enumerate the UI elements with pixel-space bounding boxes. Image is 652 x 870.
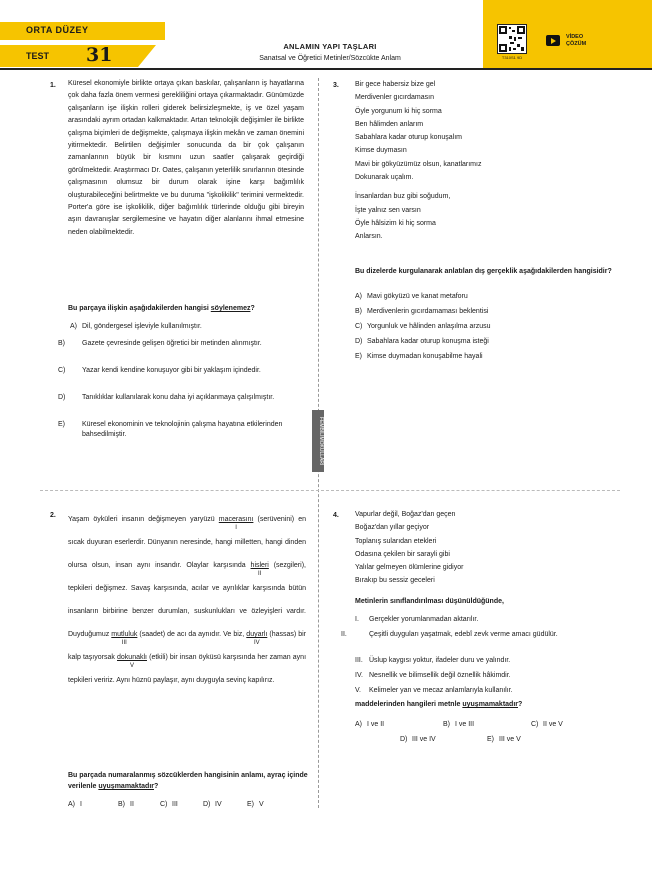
q3-line: Kimse duymasın xyxy=(355,147,407,155)
q3-option-a[interactable] xyxy=(355,292,468,302)
page-title: ANLAMIN YAPI TAŞLARI xyxy=(283,42,377,51)
q3-line: Öyle hâlsizim ki hiç sorma xyxy=(355,219,436,227)
q1-option-b[interactable] xyxy=(58,339,318,349)
q4-option-b[interactable] xyxy=(443,720,474,730)
q1-passage: Küresel ekonomiyle birlikte ortaya çıkan baskılar, çalışanların iş hayatlarına çok daha fazla önem vermesi gerekliliğini ortaya çıkarmaktadır. Günümüzde çalışanların işe ilişkin rolleri giderek belirsizleşmekte, iş ve özel yaşam arasındaki ayrım ortadan kalkmaktadır. Artan teknolojik değişimler ile birlikte çalışma biçimleri de değişmekte, çalışmaya ilişkin mekân ve zaman önemini yitirmektedir. Belirtilen değişimler sonucunda da bir çok çalışanın zamanlarının büyük bir kısmını uzun saatler çalışarak geçirdiği görülmektedir. Araştırmacı Dr. Oates, çalışanın yeterlilik sınırlarının ötesinde çalışmasının olumsuz bir durum olarak işine karşı bağımlılık oluşturabileceğini belirtmekte ve bu duruma "işkolikilik" terimini vermektedir. Porter'a göre ise işkolikilik, diğer bağımlılık türlerinde olduğu gibi bireyin aşırı davranışlar sergilemesine ve hayatın diğer alanlarını ihmal etmesine neden olabilmektedir. xyxy=(68,80,304,236)
q4-item-1-roman: I. xyxy=(355,616,359,623)
q4-option-e-letter: E) xyxy=(487,736,494,743)
q3-line: Dokunarak uçalım. xyxy=(355,174,414,182)
q4-number: 4. xyxy=(333,512,339,519)
test-bar-tip xyxy=(138,45,156,67)
q2-roman-2: II xyxy=(258,571,262,577)
video-label-line1: VİDEO xyxy=(566,34,584,40)
q4-stem xyxy=(355,699,615,711)
q1-number: 1. xyxy=(50,82,56,89)
q3-option-e-text: Kimse duymadan konuşabilme hayali xyxy=(367,353,483,360)
test-label: TEST xyxy=(26,51,50,61)
q4-option-b-text: I ve III xyxy=(455,721,475,728)
q4-item-1-text: Gerçekler yorumlanmadan aktarılır. xyxy=(369,616,479,623)
q4-option-a[interactable] xyxy=(355,720,384,730)
q2-option-a-letter: A) xyxy=(68,801,75,808)
q1-option-d-letter: D) xyxy=(58,394,66,401)
q1-stem-pre: Bu parçaya ilişkin aşağıdakilerden hangisi xyxy=(68,305,211,312)
q2-option-c-text: III xyxy=(172,801,178,808)
q3-line: Ben hâlimden anlarım xyxy=(355,120,424,128)
q3-stem: Bu dizelerde kurgulanarak anlatılan dış gerçeklik aşağıdakilerden hangisidir? xyxy=(355,268,612,275)
q4-line: Toplanış sularıdan etekleri xyxy=(355,537,437,545)
q4-option-d[interactable] xyxy=(400,735,436,745)
q2-text-4: (saadet) de acı da aynıdır. Ve biz, xyxy=(139,631,245,638)
q2-marked-word-4 xyxy=(246,623,267,646)
q2-text-3: (sezgileri), tepkileri değişmez. Savaş karşısında, acılar ve ayrılıklar karşısında bütün insanların birbirine benzer durumları, suskunlukları ve özleyişleri vardır. Duyduğumuz xyxy=(68,562,306,638)
q1-stem-under: söylenemez xyxy=(210,305,251,312)
q4-option-e-text: III ve V xyxy=(499,736,521,743)
q2-marked-text-3: mutluluk xyxy=(111,631,138,638)
q2-stem xyxy=(68,770,308,792)
q2-option-b-letter: B) xyxy=(118,801,125,808)
q2-stem-under: uyuşmamaktadır xyxy=(98,783,154,790)
q2-marked-text-1: macerasını xyxy=(218,516,254,523)
q4-line: Bırakıp bu sessiz geceleri xyxy=(355,577,435,585)
q4-item-1 xyxy=(355,614,615,625)
q3-option-c[interactable] xyxy=(355,322,491,332)
q1-stem-post: ? xyxy=(250,305,255,312)
q4-option-c-text: II ve V xyxy=(543,721,563,728)
q2-marked-word-1 xyxy=(219,508,254,531)
test-bar xyxy=(0,45,138,67)
q1-option-c-letter: C) xyxy=(58,367,66,374)
q3-number: 3. xyxy=(333,82,339,89)
q4-item-5-text: Kelimeler yan ve mecaz anlamlarıyla kullanılır. xyxy=(369,687,513,694)
q4-item-5-roman: V. xyxy=(355,687,361,694)
q2-option-d-letter: D) xyxy=(203,801,211,808)
q4-item-4-text: Nesnellik ve bilimsellik değil öznellik hâkimdir. xyxy=(369,672,511,679)
q2-option-e[interactable] xyxy=(247,800,264,810)
qr-code-icon[interactable] xyxy=(497,24,527,54)
q3-line: Mavi bir gökyüzümüz olsun, kanatlarımız xyxy=(355,160,482,168)
q3-line: Merdivenler gıcırdamasın xyxy=(355,94,434,102)
q4-item-2-text: Çeşitli duyguları yaşatmak, edebî zevk verme amacı güdülür. xyxy=(369,631,558,638)
q4-item-2-roman: II. xyxy=(341,631,347,638)
q2-roman-3: III xyxy=(121,640,127,646)
q1-option-a-letter: A) xyxy=(70,323,77,330)
q3-poem xyxy=(355,78,615,244)
page-subtitle: Sanatsal ve Öğretici Metinler/Sözcükte Anlam xyxy=(259,55,401,62)
q2-text-2: (serüvenini) en sıcak duyuran eserlerdir. Dünyanın neresinde, hangi milletten, hangi dinden olursa olsun, insan aynı insandır. Olaylar karşısında xyxy=(68,516,306,569)
q2-option-b[interactable] xyxy=(118,800,134,810)
q3-option-c-letter: C) xyxy=(355,323,363,330)
q2-stem-pre: Bu parçada numaralanmış sözcüklerden hangisinin anlamı, ayraç içinde verilenle xyxy=(68,772,308,790)
q2-marked-text-5: dokunaklı xyxy=(117,654,147,661)
q2-text-5: (hassas) bir kalp taşıyorsak xyxy=(68,631,307,661)
q4-intro: Metinlerin sınıflandırılması düşünüldüğünde, xyxy=(355,598,504,605)
q3-line: İnsanlardan buz gibi soğudum, xyxy=(355,193,451,201)
q3-line: Sabahlara kadar oturup konuşalım xyxy=(355,134,463,142)
q3-option-b-text: Merdivenlerin gıcırdamaması beklentisi xyxy=(367,308,489,315)
q4-line: Odasına çekilen bir sarayli gibi xyxy=(355,550,450,558)
q4-option-e[interactable] xyxy=(487,735,521,745)
q4-option-a-letter: A) xyxy=(355,721,362,728)
q3-option-e[interactable] xyxy=(355,352,483,362)
q4-item-2 xyxy=(341,629,619,640)
q2-marked-word-2 xyxy=(251,554,269,577)
q3-option-d[interactable] xyxy=(355,337,489,347)
q2-roman-4: IV xyxy=(253,640,260,646)
q4-option-c[interactable] xyxy=(531,720,563,730)
q3-line: Öyle yorgunum ki hiç sorma xyxy=(355,107,442,115)
q1-option-b-letter: B) xyxy=(58,340,65,347)
level-label: ORTA DÜZEY xyxy=(26,25,89,35)
q2-number: 2. xyxy=(50,512,56,519)
q1-option-e[interactable] xyxy=(58,420,318,440)
q2-option-e-text: V xyxy=(259,801,264,808)
q4-item-5 xyxy=(355,685,615,696)
test-number: 31 xyxy=(86,44,113,66)
q4-option-a-text: I ve II xyxy=(367,721,385,728)
q4-stem-pre: maddelerinden hangileri metnle xyxy=(355,701,463,708)
video-label-line2: ÇÖZÜM xyxy=(566,41,587,47)
q4-option-c-letter: C) xyxy=(531,721,539,728)
q2-marked-word-5 xyxy=(117,646,147,669)
q3-line: Anlarsın. xyxy=(355,233,383,241)
q3-option-d-text: Sabahlara kadar oturup konuşma isteği xyxy=(367,338,489,345)
q1-option-e-text: Küresel ekonominin ve teknolojinin çalışma hayatına etkilerinden bahsedilmiştir. xyxy=(82,421,283,438)
q4-poem xyxy=(355,508,615,588)
q4-line: Vapurlar değil, Boğaz'dan geçen xyxy=(355,511,456,518)
row-divider xyxy=(40,490,620,491)
video-solution-label[interactable] xyxy=(566,34,586,48)
q1-option-c-text: Yazar kendi kendine konuşuyor gibi bir yaklaşım içindedir. xyxy=(82,367,261,374)
q2-marked-word-3 xyxy=(111,623,137,646)
q4-line: Yalılar gelmeyen ölümlerine gidiyor xyxy=(355,564,464,572)
q1-option-c[interactable] xyxy=(58,366,318,376)
q2-option-d[interactable] xyxy=(203,800,222,810)
q2-option-c[interactable] xyxy=(160,800,178,810)
side-watermark: FEMBILIMOKULLARI xyxy=(312,410,324,472)
q4-item-3-text: Üslup kaygısı yoktur, ifadeler duru ve yalındır. xyxy=(369,657,511,664)
q2-marked-text-2: hisleri xyxy=(250,562,269,569)
q3-option-b[interactable] xyxy=(355,307,488,317)
q4-stem-under: uyuşmamaktadır xyxy=(462,701,518,708)
q4-option-b-letter: B) xyxy=(443,721,450,728)
q2-option-e-letter: E) xyxy=(247,801,254,808)
q1-option-a-text: Dil, göndergesel işleviyle kullanılmıştır. xyxy=(82,323,202,330)
q2-stem-post: ? xyxy=(154,783,159,790)
q2-option-b-text: II xyxy=(130,801,134,808)
q3-option-a-text: Mavi gökyüzü ve kanat metaforu xyxy=(367,293,468,300)
q1-option-d[interactable] xyxy=(58,393,318,403)
q2-roman-5: V xyxy=(129,663,135,669)
q2-passage xyxy=(68,508,306,692)
q1-option-a[interactable] xyxy=(70,322,306,332)
q2-marked-text-4: duyarlı xyxy=(246,631,268,638)
q2-option-a-text: I xyxy=(80,801,82,808)
qr-caption: T310S1 9D xyxy=(501,55,523,60)
q1-stem xyxy=(68,303,308,315)
q2-text-1: Yaşam öyküleri insanın değişmeyen yaryüzü xyxy=(68,516,215,523)
q2-text-6: (etkili) bir insan öyküsü karşısında her zaman aynı tepkileri veririz. Aynı hüznü paylaşır, aynı duyguyla sevinç kapılırız. xyxy=(68,654,307,684)
q3-option-d-letter: D) xyxy=(355,338,363,345)
q3-option-e-letter: E) xyxy=(355,353,362,360)
q4-item-4 xyxy=(355,670,615,681)
q4-item-4-roman: IV. xyxy=(355,672,363,679)
q2-option-a[interactable] xyxy=(68,800,82,810)
play-video-icon[interactable] xyxy=(546,35,560,46)
q3-line: Bir gece habersiz bize gel xyxy=(355,81,436,88)
q4-option-d-letter: D) xyxy=(400,736,408,743)
header-rule xyxy=(0,68,652,70)
q3-option-b-letter: B) xyxy=(355,308,362,315)
q1-option-e-letter: E) xyxy=(58,421,65,428)
q4-item-3 xyxy=(355,655,615,666)
q2-option-c-letter: C) xyxy=(160,801,168,808)
q2-option-d-text: IV xyxy=(215,801,222,808)
q1-option-b-text: Gazete çevresinde gelişen öğretici bir metinden alınmıştır. xyxy=(82,340,262,347)
q3-option-a-letter: A) xyxy=(355,293,362,300)
q2-roman-1: I xyxy=(235,525,237,531)
q3-option-c-text: Yorgunluk ve hâlinden anlaşılma arzusu xyxy=(367,323,491,330)
q4-stem-post: ? xyxy=(518,701,523,708)
q1-option-d-text: Tanıklıklar kullanılarak konu daha iyi açıklanmaya çalışılmıştır. xyxy=(82,394,275,401)
q4-option-d-text: III ve IV xyxy=(412,736,436,743)
q3-line: İşte yalnız sen varsın xyxy=(355,206,421,214)
q4-item-3-roman: III. xyxy=(355,657,363,664)
q4-line: Boğaz'dan yıllar geçiyor xyxy=(355,524,430,532)
